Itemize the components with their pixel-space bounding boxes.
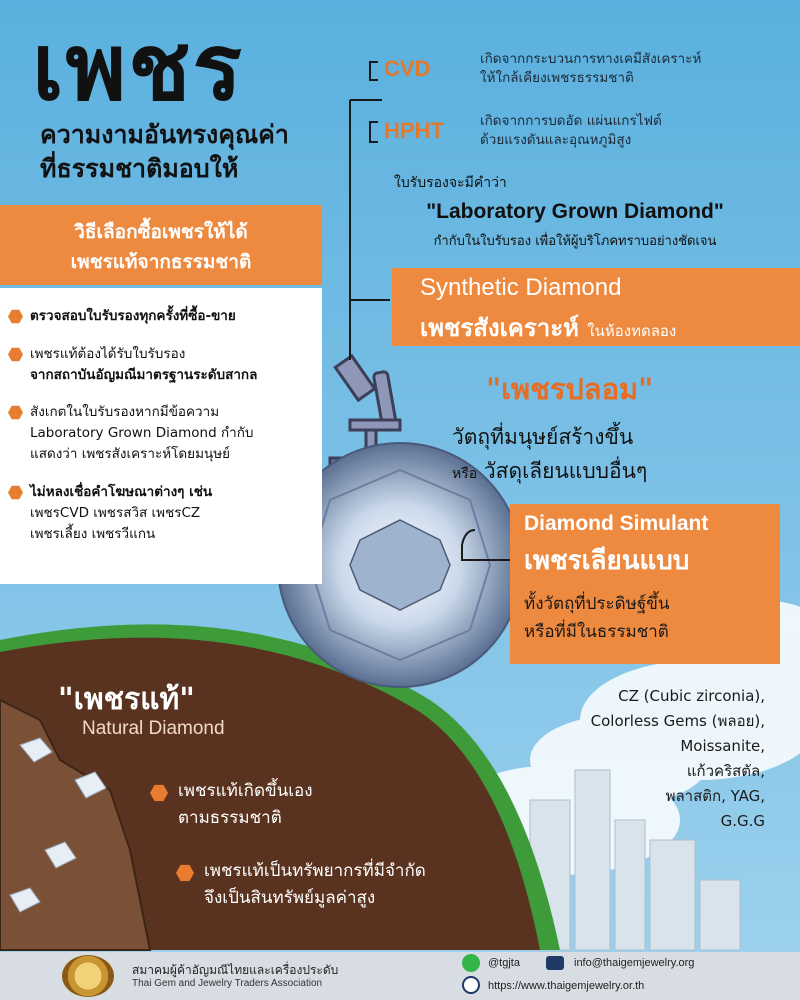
cert-line-2: "Laboratory Grown Diamond"	[426, 200, 724, 223]
natural-line: ตามธรรมชาติ	[178, 808, 282, 828]
natural-diamond-en: Natural Diamond	[82, 718, 225, 739]
synthetic-th-small: ในห้องทดลอง	[587, 322, 677, 340]
buying-guide-panel	[0, 288, 322, 584]
item-line: แสดงว่า เพชรสังเคราะห์โดยมนุษย์	[30, 446, 231, 462]
hpht-label: HPHT	[384, 118, 444, 143]
website-link[interactable]: https://www.thaigemjewelry.or.th	[488, 980, 645, 992]
item-line: สังเกตในใบรับรองหากมีข้อความ	[30, 404, 220, 420]
cvd-description	[480, 50, 800, 88]
cvd-desc-line-2: ให้ใกล้เคียงเพชรธรรมชาติ	[480, 70, 634, 86]
buying-guide-header	[0, 205, 322, 285]
list-item	[8, 344, 318, 386]
cvd-label: CVD	[384, 56, 431, 81]
list-item	[8, 306, 318, 327]
line-app-icon[interactable]	[462, 954, 480, 972]
natural-point	[176, 858, 516, 912]
simulant-example: CZ (Cubic zirconia),	[618, 687, 765, 705]
hpht-desc-line-1: เกิดจากการบดอัด แผ่นแกรไฟต์	[480, 113, 662, 129]
simulant-example: พลาสติก, YAG,	[665, 787, 765, 805]
buying-title-line-1: วิธีเลือกซื้อเพชรให้ได้	[74, 221, 248, 243]
natural-line: เพชรแท้เกิดขึ้นเอง	[178, 781, 313, 801]
synthetic-diamond-box	[392, 268, 800, 346]
page-subtitle	[40, 118, 360, 186]
globe-icon[interactable]	[462, 976, 480, 994]
simulant-desc-line-2: หรือที่มีในธรรมชาติ	[524, 622, 669, 642]
diamond-simulant-box	[510, 504, 780, 664]
simulant-example: Moissanite,	[680, 737, 765, 755]
natural-line: จึงเป็นสินทรัพย์มูลค่าสูง	[204, 888, 376, 908]
synthetic-en: Synthetic Diamond	[420, 274, 622, 301]
subtitle-line-1: ความงามอันทรงคุณค่า	[40, 120, 289, 149]
item-line: Laboratory Grown Diamond กำกับ	[30, 425, 254, 441]
synthetic-th-main: เพชรสังเคราะห์	[420, 314, 579, 342]
fake-diamond-title: "เพชรปลอม"	[486, 372, 654, 406]
simulant-example: G.G.G	[720, 812, 765, 830]
list-item	[8, 482, 318, 545]
simulant-en: Diamond Simulant	[524, 512, 709, 535]
buying-title-line-2: เพชรแท้จากธรรมชาติ	[70, 251, 252, 273]
subtitle-line-2: ที่ธรรมชาติมอบให้	[40, 154, 239, 183]
email-link[interactable]: info@thaigemjewelry.org	[574, 957, 695, 969]
cert-line-3: กำกับในใบรับรอง เพื่อให้ผู้บริโภคทราบอย่างชัดเจน	[433, 234, 717, 249]
simulant-example: Colorless Gems (พลอย),	[590, 712, 765, 730]
list-item	[8, 402, 318, 465]
fake-diamond-description	[452, 420, 792, 491]
simulant-description	[524, 590, 670, 646]
item-line: จากสถาบันอัญมณีมาตรฐานระดับสากล	[30, 367, 258, 383]
simulant-desc-line-1: ทั้งวัตถุที่ประดิษฐ์ขึ้น	[524, 594, 670, 614]
item-line: ตรวจสอบใบรับรองทุกครั้งที่ซื้อ-ขาย	[30, 308, 236, 324]
association-name-en: Thai Gem and Jewelry Traders Association	[132, 978, 323, 989]
email-icon[interactable]	[546, 956, 564, 970]
simulant-examples-list	[515, 684, 765, 834]
synthetic-th	[420, 308, 676, 347]
association-logo	[62, 955, 114, 997]
natural-line: เพชรแท้เป็นทรัพยากรที่มีจำกัด	[204, 861, 426, 881]
hpht-desc-line-2: ด้วยแรงดันและอุณหภูมิสูง	[480, 132, 632, 148]
fake-desc-line-2	[452, 454, 792, 491]
item-line: เพชรเลี้ยง เพชรวีแกน	[30, 526, 156, 542]
simulant-example: แก้วคริสตัล,	[686, 762, 765, 780]
item-line: เพชรCVD เพชรสวิส เพชรCZ	[30, 505, 201, 521]
cert-line-1: ใบรับรองจะมีคำว่า	[394, 175, 507, 191]
simulant-th: เพชรเลียนแบบ	[524, 546, 690, 576]
hpht-description	[480, 112, 800, 150]
fake-desc-prefix: หรือ	[452, 466, 478, 482]
page-title: เพชร	[32, 14, 244, 121]
natural-diamond-title: "เพชรแท้"	[58, 682, 195, 717]
association-name-th: สมาคมผู้ค้าอัญมณีไทยและเครื่องประดับ	[132, 963, 339, 977]
certificate-note	[370, 172, 780, 251]
fake-desc-line-1: วัตถุที่มนุษย์สร้างขึ้น	[452, 425, 634, 449]
item-line: เพชรแท้ต้องได้รับใบรับรอง	[30, 346, 186, 362]
natural-point	[150, 778, 490, 832]
fake-desc-main: วัสดุเลียนแบบอื่นๆ	[483, 459, 648, 483]
line-id[interactable]: @tgjta	[488, 957, 520, 969]
item-line: ไม่หลงเชื่อคำโฆษณาต่างๆ เช่น	[30, 484, 213, 500]
cvd-desc-line-1: เกิดจากกระบวนการทางเคมีสังเคราะห์	[480, 51, 702, 67]
